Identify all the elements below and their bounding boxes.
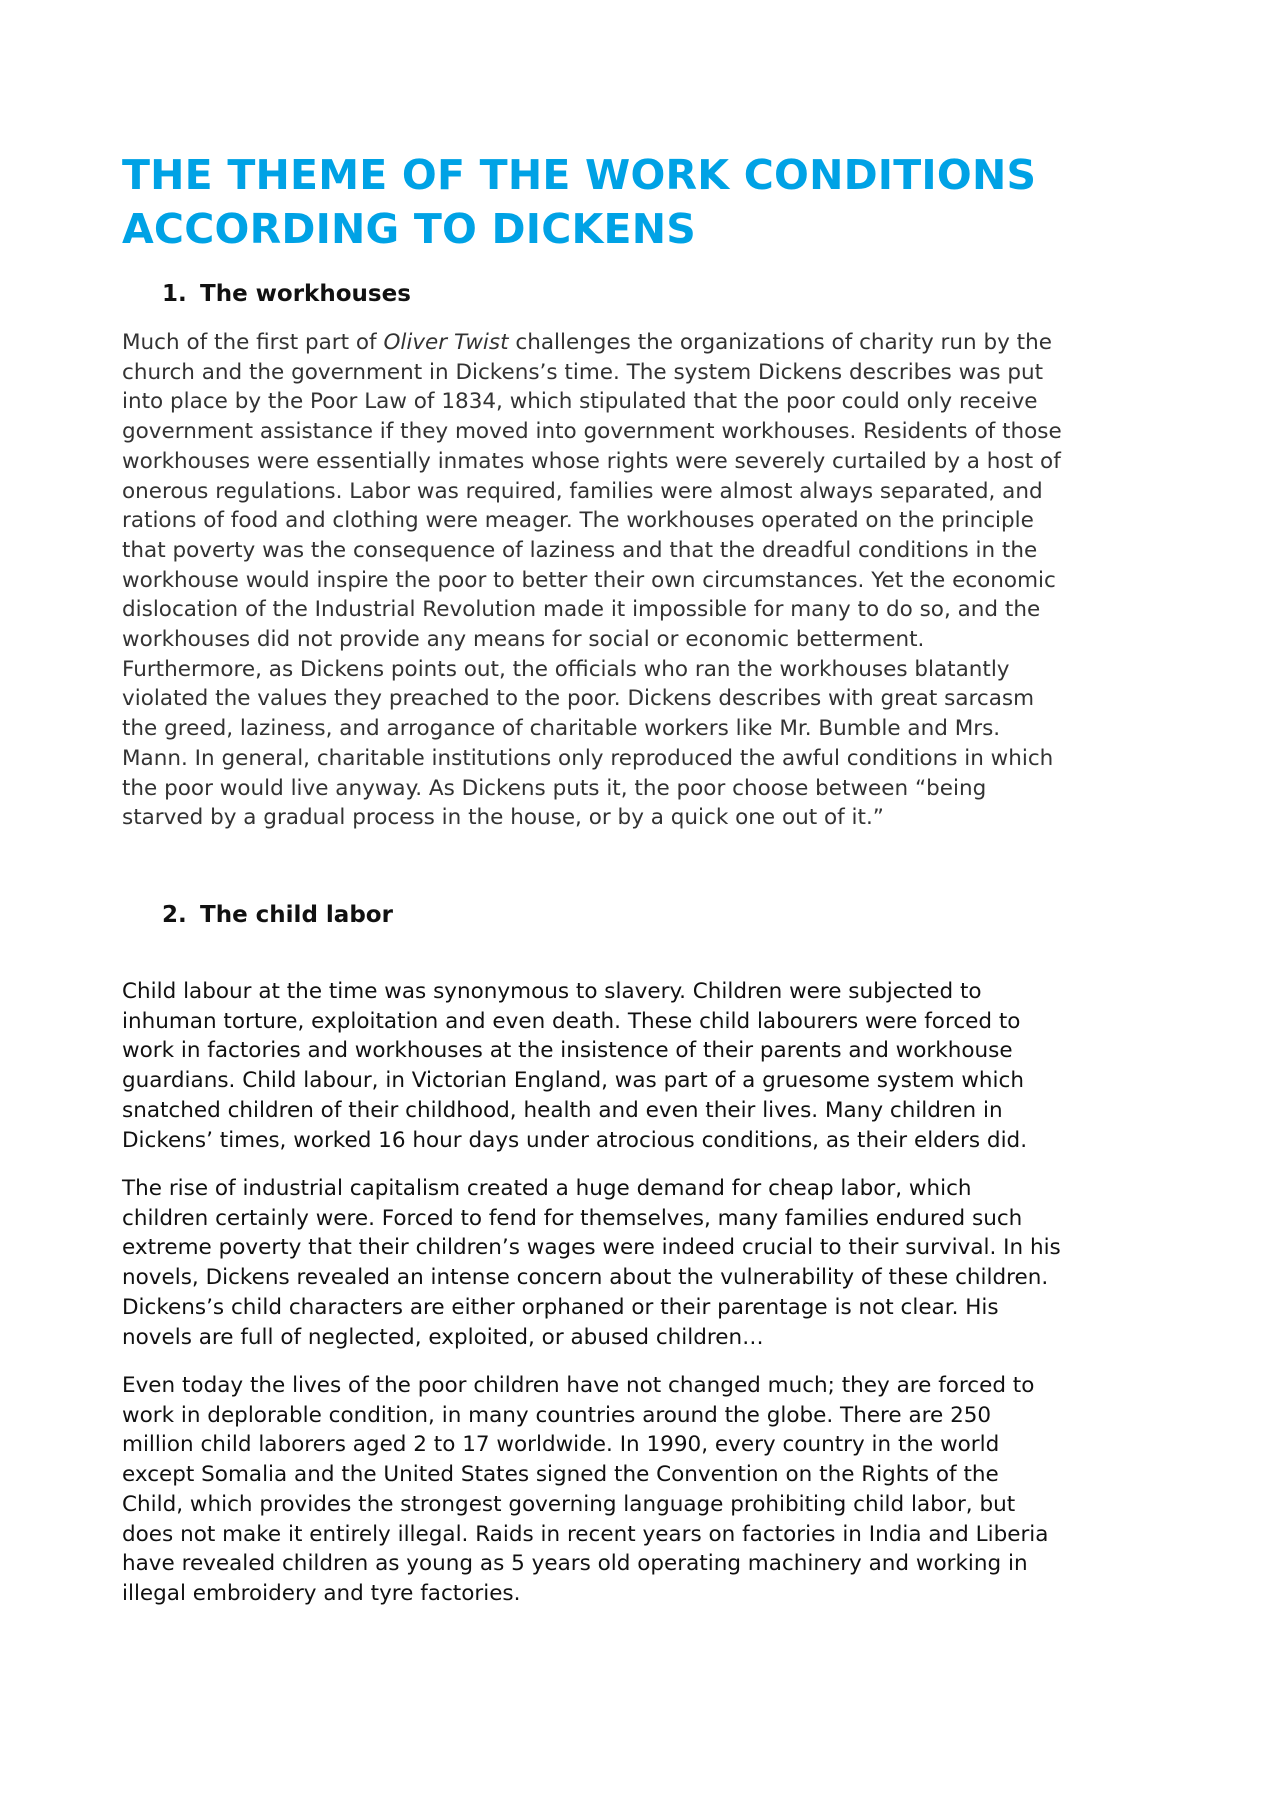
paragraph-line: novels, Dickens revealed an intense concern about the vulnerability of these children. <box>122 1265 1049 1291</box>
paragraph-line: illegal embroidery and tyre factories. <box>122 1580 521 1606</box>
paragraph-line: extreme poverty that their children’s wages were indeed crucial to their survival. In his <box>122 1235 1061 1261</box>
paragraph-line: inhuman torture, exploitation and even death. These child labourers were forced to <box>122 1008 1021 1034</box>
paragraph-even-today <box>122 1371 1182 1609</box>
paragraph-line: does not make it entirely illegal. Raids in recent years on factories in India and Liberia <box>122 1521 1049 1547</box>
paragraph-workhouses <box>122 328 1182 833</box>
paragraph-line: onerous regulations. Labor was required, families were almost always separated, and <box>122 478 1043 504</box>
paragraph-line: into place by the Poor Law of 1834, which stipulated that the poor could only receive <box>122 389 1038 415</box>
paragraph-line: violated the values they preached to the poor. Dickens describes with great sarcasm <box>122 686 1035 712</box>
paragraph-line: the poor would live anyway. As Dickens puts it, the poor choose between “being <box>122 775 987 801</box>
paragraph-line: Dickens’ times, worked 16 hour days under atrocious conditions, as their elders did. <box>122 1127 1028 1153</box>
paragraph-line: children certainly were. Forced to fend for themselves, many families endured such <box>122 1205 1023 1231</box>
paragraph-line: workhouse would inspire the poor to better their own circumstances. Yet the economic <box>122 567 1056 593</box>
paragraph-line: church and the government in Dickens’s time. The system Dickens describes was put <box>122 359 1044 385</box>
line-prefix: Much of the first part of <box>122 330 384 355</box>
section-heading-child-labor <box>162 900 393 930</box>
paragraph-line: Dickens’s child characters are either orphaned or their parentage is not clear. His <box>122 1294 999 1320</box>
paragraph-line: Furthermore, as Dickens points out, the officials who ran the workhouses blatantly <box>122 656 1010 682</box>
paragraph-line: the greed, laziness, and arrogance of charitable workers like Mr. Bumble and Mrs. <box>122 716 1001 742</box>
paragraph-line: work in deplorable condition, in many countries around the globe. There are 250 <box>122 1402 992 1428</box>
paragraph-child-labour-slavery <box>122 977 1182 1155</box>
paragraph-line: The rise of industrial capitalism created a huge demand for cheap labor, which <box>122 1176 972 1201</box>
line-suffix: challenges the organizations of charity run by the <box>508 330 1052 355</box>
paragraph-line: workhouses were essentially inmates whose rights were severely curtailed by a host of <box>122 448 1061 474</box>
section-heading-text: The workhouses <box>200 281 411 307</box>
book-title-oliver-twist: Oliver Twist <box>383 330 509 355</box>
paragraph-line: Child, which provides the strongest governing language prohibiting child labor, but <box>122 1491 1016 1517</box>
section-number: 1. <box>162 281 187 307</box>
paragraph-line: snatched children of their childhood, health and even their lives. Many children in <box>122 1097 1003 1123</box>
paragraph-line: that poverty was the consequence of laziness and that the dreadful conditions in the <box>122 537 1038 563</box>
section-heading-workhouses <box>162 279 411 309</box>
paragraph-line: Mann. In general, charitable institutions only reproduced the awful conditions in which <box>122 745 1054 771</box>
paragraph-line: guardians. Child labour, in Victorian England, was part of a gruesome system which <box>122 1068 1024 1094</box>
paragraph-line: government assistance if they moved into government workhouses. Residents of those <box>122 419 1062 445</box>
paragraph-line: Child labour at the time was synonymous to slavery. Children were subjected to <box>122 979 982 1004</box>
paragraph-line: dislocation of the Industrial Revolution made it impossible for many to do so, and the <box>122 597 1041 623</box>
paragraph-line: million child laborers aged 2 to 17 worldwide. In 1990, every country in the world <box>122 1432 1000 1458</box>
paragraph-line: have revealed children as young as 5 years old operating machinery and working in <box>122 1551 1028 1577</box>
paragraph-line: Even today the lives of the poor children have not changed much; they are forced to <box>122 1373 1035 1398</box>
section-heading-text: The child labor <box>200 902 393 928</box>
paragraph-line: novels are full of neglected, exploited, or abused children… <box>122 1324 764 1350</box>
title-line: ACCORDING TO DICKENS <box>122 205 696 253</box>
paragraph-line: except Somalia and the United States signed the Convention on the Rights of the <box>122 1462 999 1488</box>
title-line: THE THEME OF THE WORK CONDITIONS <box>122 151 1037 199</box>
paragraph-line: workhouses did not provide any means for social or economic betterment. <box>122 627 925 653</box>
section-number: 2. <box>162 902 187 928</box>
paragraph-line <box>122 328 1182 358</box>
paragraph-industrial-capitalism <box>122 1174 1182 1352</box>
paragraph-line: starved by a gradual process in the house, or by a quick one out of it.” <box>122 805 884 831</box>
paragraph-line: rations of food and clothing were meager. The workhouses operated on the principle <box>122 508 1034 534</box>
paragraph-line: work in factories and workhouses at the insistence of their parents and workhouse <box>122 1038 1013 1064</box>
document-title <box>122 148 1182 256</box>
